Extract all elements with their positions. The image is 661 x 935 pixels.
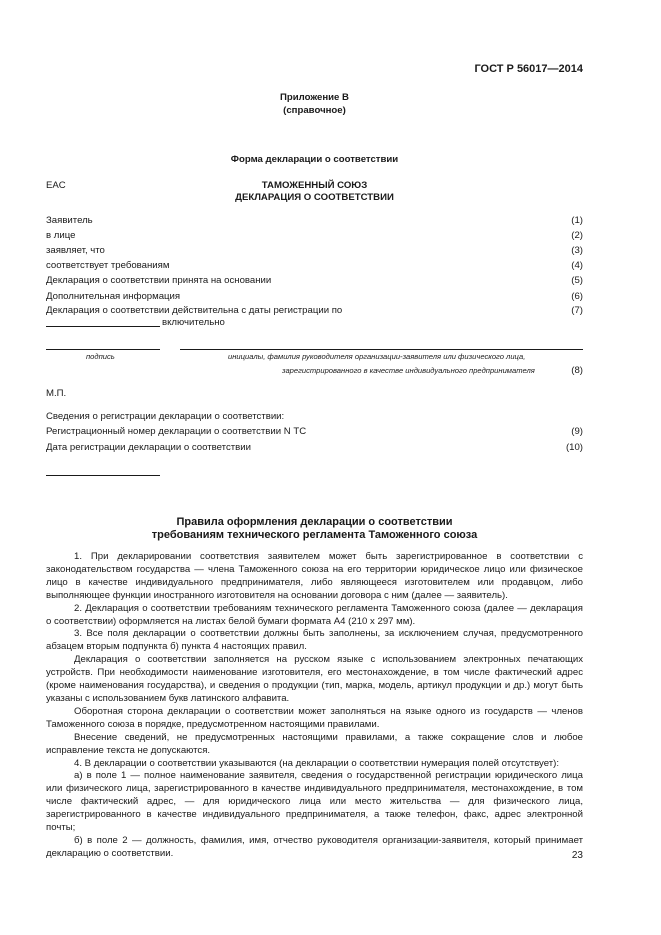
rules-paragraph: Декларация о соответствии заполняется на русском языке с использованием электронных печатающих устройств. При необходимости наименование изготовителя, его местонахождение, в том числе фактический адрес (кроме наименования государства), и сведения о продукции (тип, марка, модель, артикул продукции и др.) могут быть указаны с использованием букв латинского алфавита. xyxy=(46,654,583,704)
appendix-title: Приложение В xyxy=(280,92,349,103)
rules-paragraph: Оборотная сторона декларации о соответствии может заполняться на языке одного из государств — членов Таможенного союза в порядке, предусмотренном настоящими правилами. xyxy=(46,705,583,730)
inclusive-label: включительно xyxy=(162,317,225,328)
page-number: 23 xyxy=(571,850,583,861)
field-number: (5) xyxy=(571,275,583,286)
field-label: заявляет, что xyxy=(46,245,105,256)
signature-caption: подпись xyxy=(86,352,115,361)
footnote-separator xyxy=(46,475,160,476)
rules-paragraph: 4. В декларации о соответствии указываются (на декларации о соответствии нумерация полей отсутствует): xyxy=(74,757,560,769)
rules-title: Правила оформления декларации о соответствии xyxy=(176,516,453,528)
signature-line xyxy=(46,349,160,350)
rules-subtitle: требованиям технического регламента Таможенного союза xyxy=(151,529,478,541)
field-number: (3) xyxy=(571,245,583,256)
validity-date-blank xyxy=(46,326,160,327)
standard-designation: ГОСТ Р 56017—2014 xyxy=(474,63,583,75)
rules-paragraph: 2. Декларация о соответствии требованиям технического регламента Таможенного союза (далее — декларация о соответствии) оформляется на листах белой бумаги формата А4 (210 х 297 мм). xyxy=(46,602,583,627)
field-label: Дополнительная информация xyxy=(46,291,181,302)
field-label: в лице xyxy=(46,230,76,241)
field-label: Декларация о соответствии принята на основании xyxy=(46,275,272,286)
rules-body xyxy=(46,551,583,861)
field-label: Регистрационный номер декларации о соответствии N ТС xyxy=(46,426,307,437)
field-number: (6) xyxy=(571,291,583,302)
field-number: (9) xyxy=(571,426,583,437)
appendix-subtitle: (справочное) xyxy=(283,105,346,116)
initials-caption-continued: зарегистрированного в качестве индивидуального предпринимателя xyxy=(282,366,535,375)
initials-line xyxy=(180,349,583,350)
declaration-heading: ДЕКЛАРАЦИЯ О СООТВЕТСТВИИ xyxy=(235,192,394,203)
stamp-label: М.П. xyxy=(46,388,67,399)
rules-paragraph: б) в поле 2 — должность, фамилия, имя, отчество руководителя организации-заявителя, который принимает декларацию о соответствии. xyxy=(46,834,583,859)
rules-paragraph: 3. Все поля декларации о соответствии должны быть заполнены, за исключением случая, предусмотренного абзацем вторым подпункта б) пункта 4 настоящих правил. xyxy=(46,628,583,653)
rules-paragraph: Внесение сведений, не предусмотренных настоящими правилами, а также сокращение слов и любое исправление текста не допускаются. xyxy=(46,731,583,756)
field-label: соответствует требованиям xyxy=(46,260,170,271)
field-label: Декларация о соответствии действительна с даты регистрации по xyxy=(46,305,343,316)
union-title: ТАМОЖЕННЫЙ СОЮЗ xyxy=(261,180,368,191)
field-label: Дата регистрации декларации о соответствии xyxy=(46,442,251,453)
field-number: (1) xyxy=(571,215,583,226)
registration-title: Сведения о регистрации декларации о соответствии: xyxy=(46,411,285,422)
initials-field-number: (8) xyxy=(571,365,583,376)
initials-caption: инициалы, фамилия руководителя организации-заявителя или физического лица, xyxy=(228,352,526,361)
eac-mark: EAC xyxy=(46,180,66,191)
rules-paragraph: 1. При декларировании соответствия заявителем может быть зарегистрированное в соответствии с законодательством государства — члена Таможенного союза на его территории юридическое лицо или физическое лицо в качестве индивидуального предпринимателя, либо являющееся изготовителем или продавцом, либо выполняющее функции иностранного изготовителя на основании договора с ним (далее — заявитель). xyxy=(46,551,583,601)
field-label: Заявитель xyxy=(46,215,93,226)
field-number: (7) xyxy=(571,305,583,316)
field-number: (2) xyxy=(571,230,583,241)
field-number: (4) xyxy=(571,260,583,271)
rules-paragraph: а) в поле 1 — полное наименование заявителя, сведения о государственной регистрации юридического лица или физического лица, зарегистрированного в качестве индивидуального предпринимателя, местонахождение, в том числе фактический адрес, — для юридического лица или место жительства — для физического лица, зарегистрированного в качестве индивидуального предпринимателя, а также телефон, факс, адрес электронной почты; xyxy=(46,770,583,834)
field-number: (10) xyxy=(565,442,583,453)
form-title: Форма декларации о соответствии xyxy=(230,154,399,165)
